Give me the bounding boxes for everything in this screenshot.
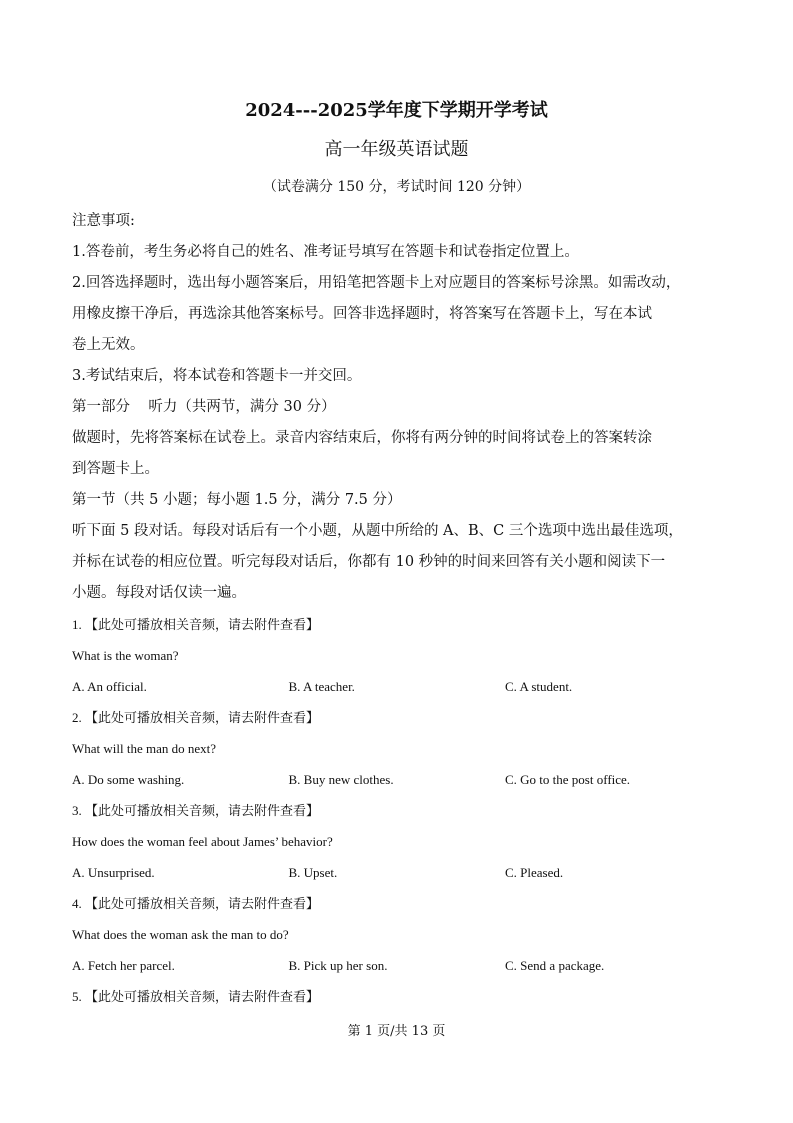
question-2-audio-label[interactable]: 2. 【此处可播放相关音频，请去附件查看】: [72, 710, 320, 725]
section1-desc-line-2: 并标在试卷的相应位置。听完每段对话后，你都有 10 秒钟的时间来回答有关小题和阅读下一: [72, 554, 666, 570]
option-c: C. A student.: [505, 679, 573, 694]
part1-desc-line-2: 到答题卡上。: [72, 461, 159, 477]
instruction-item-2-line-2: 用橡皮擦干净后，再选涂其他答案标号。回答非选择题时，将答案写在答题卡上，写在本试: [72, 306, 652, 322]
instructions-heading: 注意事项:: [72, 213, 135, 229]
option-b: B. Pick up her son.: [288, 958, 388, 973]
part1-heading: 第一部分 听力（共两节，满分 30 分）: [72, 399, 336, 415]
option-b: B. A teacher.: [288, 679, 355, 694]
question-1-options: [72, 671, 724, 702]
option-c: C. Pleased.: [505, 865, 564, 880]
question-1-audio-label[interactable]: 1. 【此处可播放相关音频，请去附件查看】: [72, 617, 320, 632]
section1-heading: 第一节（共 5 小题；每小题 1.5 分，满分 7.5 分）: [72, 492, 402, 508]
question-4-options: [72, 950, 724, 981]
question-2-text: What will the man do next?: [72, 741, 217, 756]
instruction-item-2-line-1: 2.回答选择题时，选出每小题答案后，用铅笔把答题卡上对应题目的答案标号涂黑。如需改动，: [72, 275, 681, 291]
option-c: C. Send a package.: [505, 958, 605, 973]
section1-desc-line-1: 听下面 5 段对话。每段对话后有一个小题，从题中所给的 A、B、C 三个选项中选出最佳选项，: [72, 523, 683, 539]
question-4-audio-label[interactable]: 4. 【此处可播放相关音频，请去附件查看】: [72, 896, 320, 911]
question-4-text: What does the woman ask the man to do?: [72, 927, 289, 942]
question-5-audio-label[interactable]: 5. 【此处可播放相关音频，请去附件查看】: [72, 989, 320, 1004]
exam-time-note: （试卷满分 150 分，考试时间 120 分钟）: [262, 179, 531, 195]
question-1-text: What is the woman?: [72, 648, 179, 663]
option-c: C. Go to the post office.: [505, 772, 631, 787]
option-a: A. Do some washing.: [72, 772, 185, 787]
exam-body: [72, 206, 724, 1012]
section1-desc-line-3: 小题。每段对话仅读一遍。: [72, 585, 246, 601]
part1-desc-line-1: 做题时，先将答案标在试卷上。录音内容结束后，你将有两分钟的时间将试卷上的答案转涂: [72, 430, 652, 446]
question-3-text: How does the woman feel about James’ behavior?: [72, 834, 333, 849]
instruction-item-3: 3.考试结束后，将本试卷和答题卡一并交回。: [72, 368, 362, 384]
exam-subtitle: 高一年级英语试题: [324, 139, 469, 160]
option-a: A. An official.: [72, 679, 147, 694]
option-a: A. Unsurprised.: [72, 865, 155, 880]
question-3-options: [72, 857, 724, 888]
page-footer: 第 1 页/共 13 页: [347, 1024, 446, 1039]
option-b: B. Buy new clothes.: [288, 772, 394, 787]
question-3-audio-label[interactable]: 3. 【此处可播放相关音频，请去附件查看】: [72, 803, 320, 818]
instruction-item-1: 1.答卷前，考生务必将自己的姓名、准考证号填写在答题卡和试卷指定位置上。: [72, 244, 579, 260]
instruction-item-2-line-3: 卷上无效。: [72, 337, 145, 353]
option-a: A. Fetch her parcel.: [72, 958, 175, 973]
option-b: B. Upset.: [288, 865, 338, 880]
question-2-options: [72, 764, 724, 795]
exam-title: 2024---2025学年度下学期开学考试: [245, 100, 548, 121]
